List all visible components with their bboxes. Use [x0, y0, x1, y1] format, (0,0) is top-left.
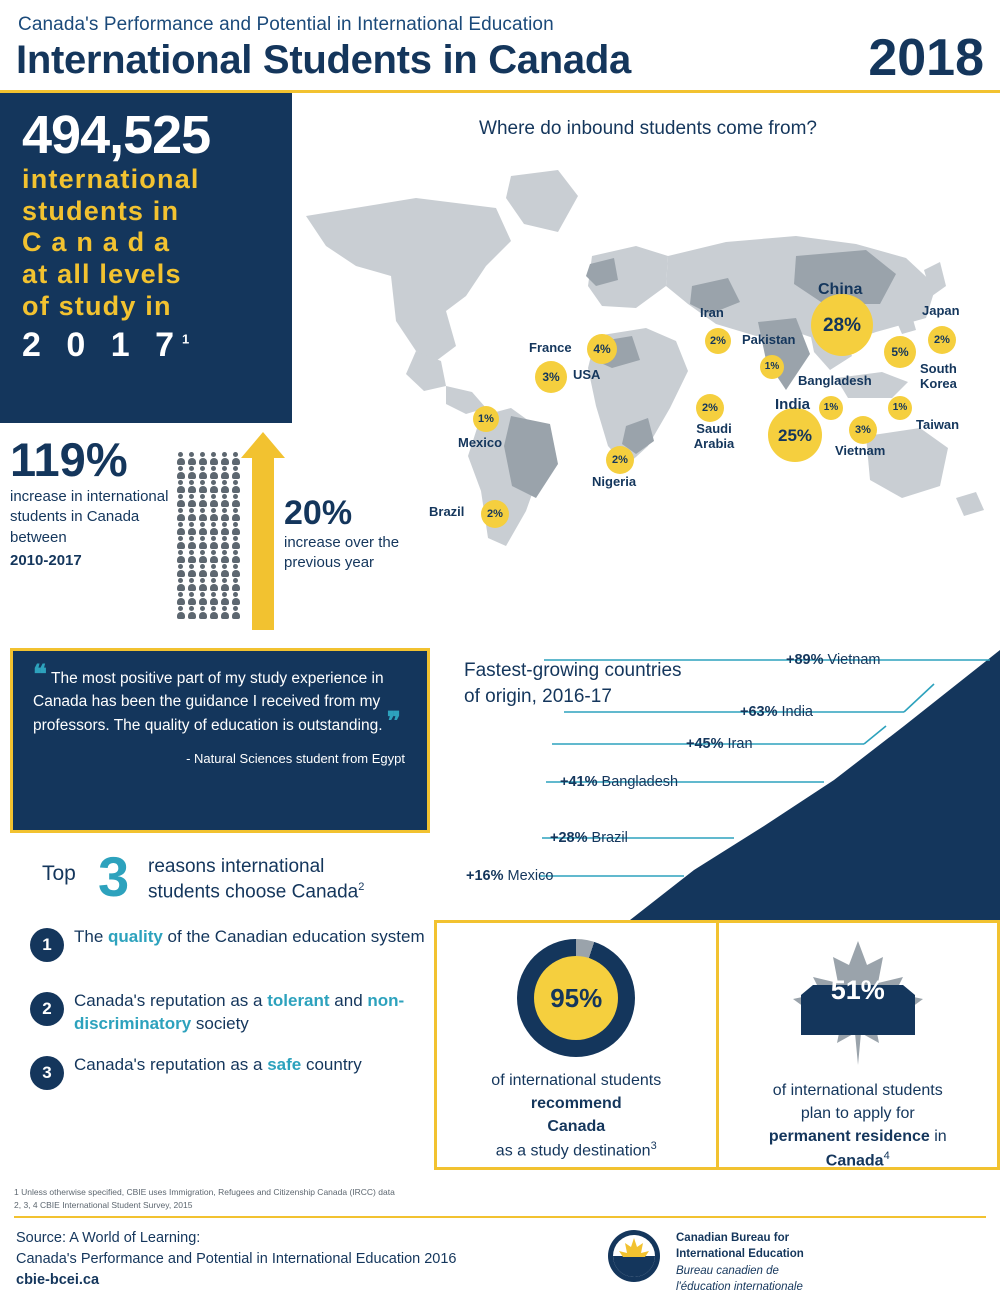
person-icon [176, 578, 185, 591]
map-bubble-vietnam-value: 3% [855, 423, 871, 436]
person-icon [220, 550, 229, 563]
fg-pct-india: +63% [740, 704, 778, 720]
map-bubble-vietnam [849, 416, 877, 444]
person-icon [220, 536, 229, 549]
person-icon [176, 550, 185, 563]
map-title: Where do inbound students come from? [479, 118, 817, 139]
header [0, 0, 1000, 92]
person-icon [198, 564, 207, 577]
person-icon [187, 550, 196, 563]
map-bubble-mexico [473, 406, 499, 432]
reason-2-part3: society [191, 1013, 249, 1033]
person-icon [198, 452, 207, 465]
logo-line3: Bureau canadien de [676, 1264, 779, 1277]
headline-stat-line2: students in [22, 195, 180, 226]
map-label-pakistan: Pakistan [742, 332, 796, 347]
person-icon [220, 606, 229, 619]
reason-text-1 [74, 926, 428, 949]
person-icon [198, 494, 207, 507]
reason-item-2 [18, 990, 428, 1038]
person-icon [209, 550, 218, 563]
map-label-usa: USA [573, 367, 601, 382]
map-label-saudi: Saudi Arabia [693, 421, 735, 451]
fg-label-india [740, 704, 813, 720]
headline-stat-line3: C a n a d a [22, 227, 171, 258]
reason-number-3: 3 [30, 1056, 64, 1090]
donut-ring [517, 939, 635, 1057]
maple-leaf-graphic [783, 939, 933, 1067]
map-bubble-brazil [481, 500, 509, 528]
person-icon [176, 522, 185, 535]
reason-3-part1: Canada's reputation as a [74, 1055, 268, 1074]
map-bubble-pakistan-value: 1% [764, 361, 780, 372]
growth-percent: 119% [10, 433, 128, 486]
person-icon [176, 508, 185, 521]
footnotes [14, 1186, 534, 1212]
top-reasons-number: 3 [98, 845, 130, 908]
residence-percent: 51% [830, 975, 885, 1005]
fastest-growing-title-line1: Fastest-growing countries [464, 660, 682, 681]
logo-line1: Canadian Bureau for [676, 1232, 790, 1244]
top-reasons-section [18, 845, 428, 1102]
recommend-panel [437, 923, 716, 1167]
person-icon [209, 592, 218, 605]
person-icon [198, 508, 207, 521]
fastest-growing-title [464, 658, 682, 709]
top-reasons-line2-text: students choose Canada [148, 881, 359, 903]
fg-pct-brazil: +28% [550, 830, 588, 846]
map-bubble-mexico-value: 1% [478, 412, 494, 425]
map-bubble-nigeria [606, 446, 634, 474]
recommend-cap1: of international students [491, 1072, 662, 1089]
map-label-france: France [529, 340, 572, 355]
arrow-head-icon [241, 432, 285, 458]
person-icon [220, 480, 229, 493]
recommend-donut-chart [517, 939, 635, 1057]
person-icon [198, 606, 207, 619]
fg-label-brazil [550, 830, 628, 846]
reason-1-part2: of the Canadian education system [162, 927, 425, 946]
residence-cap4: Canada [825, 1151, 884, 1169]
bottom-panels [434, 920, 1000, 1170]
person-icon [209, 494, 218, 507]
reason-1-highlight: quality [108, 927, 163, 946]
person-icon [220, 578, 229, 591]
reason-2-part2: and [329, 991, 368, 1010]
map-bubble-usa [535, 361, 567, 393]
source-line1: Source: A World of Learning: [16, 1230, 201, 1246]
person-icon [231, 522, 240, 535]
footnote-2: 2, 3, 4 CBIE International Student Survey, 2015 [14, 1199, 193, 1210]
growth-years: 2010-2017 [10, 551, 82, 569]
logo-line4: l'éducation internationale [676, 1280, 803, 1293]
person-icon [220, 452, 229, 465]
world-map-graphic [296, 146, 1000, 616]
reason-2-highlight2: non-discriminatory [74, 991, 405, 1033]
quote-open-icon: ❝ [33, 659, 47, 689]
person-icon [198, 592, 207, 605]
map-bubble-nigeria-value: 2% [612, 453, 628, 466]
person-icon [187, 564, 196, 577]
people-pictogram [176, 452, 248, 624]
cbie-logo-icon [606, 1228, 666, 1284]
world-map-section [296, 96, 1000, 636]
map-label-nigeria: Nigeria [592, 474, 637, 489]
map-label-china: China [818, 281, 863, 298]
top-reasons-top-word: Top [42, 862, 76, 885]
person-icon [220, 508, 229, 521]
map-bubble-brazil-value: 2% [487, 507, 503, 520]
source-line2: Canada's Performance and Potential in International Education 2016 [16, 1251, 457, 1268]
person-icon [209, 522, 218, 535]
person-icon [231, 452, 240, 465]
growth-stat [10, 433, 180, 569]
fg-label-bangladesh [560, 774, 678, 790]
map-label-south-korea: South Korea [920, 361, 957, 391]
person-icon [198, 466, 207, 479]
quote-text [33, 659, 405, 737]
map-bubble-usa-value: 3% [542, 370, 560, 384]
quote-body: The most positive part of my study experience in Canada has been the guidance I received from my professors. The quality of education is outstanding. [33, 670, 384, 734]
person-icon [187, 592, 196, 605]
fg-pct-bangladesh: +41% [560, 774, 598, 790]
person-icon [220, 494, 229, 507]
map-bubble-bangladesh [819, 396, 843, 420]
fg-pct-vietnam: +89% [786, 652, 824, 668]
residence-footnote: 4 [883, 1149, 890, 1162]
fg-pct-iran: +45% [686, 736, 724, 752]
headline-stat-line5: of study in [22, 291, 172, 322]
person-icon [220, 592, 229, 605]
map-bubble-iran-value: 2% [710, 334, 726, 347]
map-label-japan: Japan [922, 303, 960, 318]
person-icon [209, 466, 218, 479]
residence-cap1: of international students [772, 1082, 943, 1099]
reason-3-highlight: safe [267, 1055, 302, 1074]
person-icon [176, 564, 185, 577]
person-icon [231, 564, 240, 577]
person-icon [209, 564, 218, 577]
map-bubble-china-value: 28% [822, 314, 862, 336]
yoy-text: increase over the previous year [284, 534, 400, 572]
fg-country-vietnam: Vietnam [827, 652, 881, 668]
reason-text-3 [74, 1054, 428, 1077]
map-bubble-india-value: 25% [777, 425, 813, 445]
fg-country-india: India [781, 704, 813, 720]
recommend-cap2: recommend [530, 1095, 622, 1113]
map-bubble-saudi-value: 2% [702, 401, 718, 414]
person-icon [231, 606, 240, 619]
person-icon [231, 508, 240, 521]
reason-number-1: 1 [30, 928, 64, 962]
reason-2-highlight: tolerant [267, 991, 330, 1010]
person-icon [187, 452, 196, 465]
person-icon [231, 466, 240, 479]
logo-line2: International Education [676, 1248, 804, 1261]
recommend-footnote: 3 [650, 1139, 657, 1152]
map-bubble-bangladesh-value: 1% [823, 402, 839, 413]
map-label-vietnam: Vietnam [835, 443, 886, 458]
growth-text: increase in international students in Canada between [10, 488, 169, 546]
top-reasons-footnote: 2 [358, 881, 365, 893]
fastest-growing-chart [434, 640, 1000, 920]
person-icon [187, 508, 196, 521]
source-divider [14, 1216, 986, 1218]
reason-text-2 [74, 990, 428, 1036]
person-icon [176, 494, 185, 507]
map-bubble-iran [705, 328, 731, 354]
fg-country-iran: Iran [727, 736, 753, 752]
reason-item-1 [18, 926, 428, 974]
fg-label-iran [686, 736, 753, 752]
map-bubble-china [811, 294, 873, 356]
person-icon [187, 578, 196, 591]
person-icon [231, 480, 240, 493]
headline-stat-footnote: 1 [181, 331, 198, 347]
headline-stat-number: 494,525 [22, 105, 211, 165]
person-icon [209, 508, 218, 521]
cbie-logo-text [676, 1230, 804, 1295]
person-icon [209, 452, 218, 465]
person-icon [176, 452, 185, 465]
fg-label-mexico [466, 868, 553, 884]
person-icon [198, 480, 207, 493]
map-label-india: India [775, 396, 811, 413]
header-year: 2018 [868, 29, 984, 87]
map-bubble-india [768, 408, 822, 462]
person-icon [231, 578, 240, 591]
person-icon [231, 550, 240, 563]
map-label-mexico: Mexico [458, 435, 503, 450]
residence-panel [719, 923, 998, 1167]
fastest-growing-title-line2: of origin, 2016-17 [464, 685, 612, 707]
person-icon [231, 494, 240, 507]
person-icon [176, 480, 185, 493]
person-icon [231, 592, 240, 605]
map-bubble-pakistan [760, 355, 784, 379]
map-bubble-japan [928, 326, 956, 354]
residence-caption [719, 1079, 998, 1172]
map-label-bangladesh: Bangladesh [798, 373, 872, 388]
residence-cap3: permanent residence [768, 1128, 930, 1146]
residence-cap3-tail: in [929, 1128, 947, 1146]
cbie-logo [606, 1228, 986, 1293]
reason-3-part2: country [301, 1055, 362, 1074]
map-bubble-france [587, 334, 617, 364]
person-icon [209, 606, 218, 619]
person-icon [176, 606, 185, 619]
fg-country-brazil: Brazil [591, 830, 628, 846]
headline-stat-line4: at all levels [22, 259, 182, 290]
person-icon [176, 592, 185, 605]
person-icon [187, 480, 196, 493]
person-icon [187, 536, 196, 549]
fg-label-vietnam [786, 652, 880, 668]
headline-stat-year [22, 325, 276, 366]
person-icon [187, 606, 196, 619]
person-icon [198, 536, 207, 549]
map-bubble-south-korea-value: 5% [891, 345, 909, 359]
person-icon [209, 536, 218, 549]
testimonial-quote-box [10, 648, 430, 833]
recommend-caption [437, 1069, 716, 1162]
fg-pct-mexico: +16% [466, 868, 504, 884]
person-icon [176, 466, 185, 479]
quote-attribution: - Natural Sciences student from Egypt [186, 750, 405, 766]
header-subtitle: Canada's Performance and Potential in International Education [18, 14, 554, 35]
person-icon [231, 536, 240, 549]
reason-number-2: 2 [30, 992, 64, 1026]
quote-close-icon: ❞ [386, 705, 401, 736]
fg-country-mexico: Mexico [507, 868, 554, 884]
footnote-1: 1 Unless otherwise specified, CBIE uses Immigration, Refugees and Citizenship Canada (IRCC) data [14, 1187, 395, 1197]
map-bubble-france-value: 4% [593, 342, 611, 356]
headline-stat-line1: international [22, 163, 200, 194]
recommend-cap4: as a study destination [495, 1141, 651, 1159]
map-label-brazil: Brazil [429, 504, 465, 519]
map-label-taiwan: Taiwan [916, 417, 960, 432]
person-icon [198, 578, 207, 591]
map-bubble-japan-value: 2% [934, 333, 950, 346]
person-icon [187, 522, 196, 535]
reason-2-part1: Canada's reputation as a [74, 991, 268, 1010]
map-label-iran: Iran [700, 305, 724, 320]
residence-cap2: plan to apply for [800, 1105, 915, 1123]
source-website[interactable]: cbie-bcei.ca [16, 1272, 100, 1289]
top-reasons-line2 [148, 881, 364, 903]
page-title: International Students in Canada [16, 38, 631, 82]
person-icon [198, 550, 207, 563]
reason-item-3 [18, 1054, 428, 1102]
person-icon [220, 466, 229, 479]
person-icon [220, 564, 229, 577]
person-icon [187, 466, 196, 479]
map-bubble-saudi [696, 394, 724, 422]
headline-stat-box [0, 93, 292, 423]
person-icon [187, 494, 196, 507]
map-bubble-taiwan [888, 396, 912, 420]
arrow-up-icon [252, 450, 274, 630]
reason-1-part1: The [74, 927, 109, 946]
yoy-percent: 20% [284, 494, 353, 532]
map-bubble-taiwan-value: 1% [892, 402, 908, 413]
top-reasons-heading [18, 845, 428, 910]
person-icon [220, 522, 229, 535]
person-icon [198, 522, 207, 535]
person-icon [209, 578, 218, 591]
person-icon [176, 536, 185, 549]
recommend-percent: 95% [534, 956, 618, 1040]
fg-country-bangladesh: Bangladesh [601, 774, 679, 790]
person-icon [209, 480, 218, 493]
recommend-cap3: Canada [547, 1118, 606, 1136]
top-reasons-line1: reasons international [148, 856, 325, 877]
headline-stat-year-text: 2 0 1 7 [22, 325, 182, 364]
source-block [16, 1228, 456, 1291]
map-bubble-south-korea [884, 336, 916, 368]
